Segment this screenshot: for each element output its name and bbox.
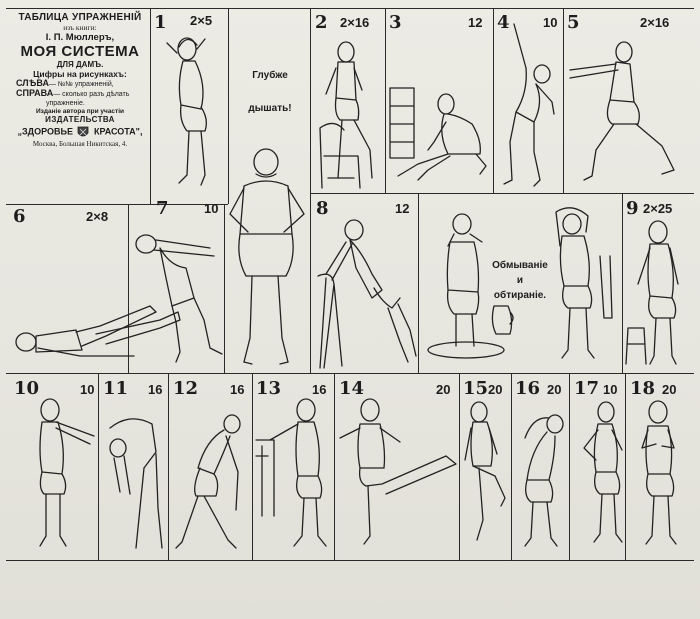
exercise-12-figure	[170, 412, 252, 552]
exercise-9-figure	[624, 218, 694, 368]
towel-figure	[540, 206, 620, 366]
wash-line-1: Обмываніе	[492, 260, 548, 271]
breathe-line-1: Глубже	[252, 70, 288, 81]
exercise-11-number: 11	[103, 378, 129, 399]
wash-line-3: и обтираніе.	[493, 275, 547, 301]
exercise-13-reps: 16	[312, 382, 327, 397]
breathe-line-2: дышать!	[248, 103, 292, 114]
exercise-10-figure	[18, 396, 98, 556]
title-heading: ТАБЛИЦА УПРАЖНЕНІЙ	[18, 12, 142, 23]
exercise-16-number: 16	[515, 378, 541, 399]
exercise-6-number: 6	[13, 206, 26, 227]
exercise-5-figure	[566, 40, 691, 188]
legend-right-text: — сколько разъ дѣлать	[53, 91, 130, 98]
divider-3-4	[493, 8, 494, 193]
legend-right-text2: упражненіе.	[46, 100, 85, 107]
exercise-11-figure	[100, 408, 166, 556]
exercise-7-figure	[130, 222, 225, 367]
exercise-17-figure	[572, 400, 626, 550]
exercise-4-number: 4	[497, 12, 510, 33]
exercise-5-reps: 2×16	[640, 15, 670, 30]
divider-16-17	[569, 373, 570, 560]
divider-15-16	[511, 373, 512, 560]
exercise-2-reps: 2×16	[340, 15, 370, 30]
title-from-book: изъ книги:	[63, 23, 97, 32]
washing-figure	[424, 206, 516, 364]
exercise-3-reps: 12	[468, 15, 483, 30]
exercise-2-number: 2	[315, 12, 328, 33]
exercise-16-figure	[513, 410, 569, 550]
exercise-18-number: 18	[630, 378, 656, 399]
exercise-8-figure	[312, 218, 417, 368]
exercise-1-reps: 2×5	[190, 13, 213, 28]
exercise-5-number: 5	[567, 12, 580, 33]
exercise-9-number: 9	[626, 198, 639, 219]
title-city: Москва, Большая Никитская, 4.	[32, 140, 128, 148]
divider-12-13	[252, 373, 253, 560]
exercise-4-figure	[500, 22, 562, 192]
exercise-10-reps: 10	[80, 382, 95, 397]
title-figures-note: Цифры на рисункахъ:	[33, 69, 127, 79]
exercise-7-number: 7	[156, 198, 169, 219]
exercise-1-figure	[165, 35, 225, 195]
divider-10-11	[98, 373, 99, 560]
legend-left-label: СЛѢВА	[16, 78, 49, 88]
exercise-13-figure	[254, 396, 334, 556]
row1-bottom-left	[6, 204, 228, 205]
top-border	[6, 8, 694, 9]
exercise-3-figure	[388, 84, 493, 189]
crest-icon	[75, 124, 91, 140]
exercise-12-number: 12	[173, 378, 199, 399]
row1-bottom-right	[310, 193, 694, 194]
row2-bottom	[6, 373, 694, 374]
divider-wash-9	[622, 193, 623, 373]
exercise-17-reps: 10	[603, 382, 618, 397]
magazine-right: КРАСОТА",	[93, 126, 143, 137]
divider-13-14	[334, 373, 335, 560]
exercise-4-reps: 10	[543, 15, 558, 30]
exercise-6-reps: 2×8	[86, 209, 109, 224]
exercise-18-reps: 20	[662, 382, 677, 397]
exercise-17-number: 17	[574, 378, 600, 399]
divider-2-3	[385, 8, 386, 193]
divider-4-5	[563, 8, 564, 193]
exercise-15-figure	[461, 400, 511, 550]
exercise-14-reps: 20	[436, 382, 451, 397]
exercise-9-reps: 2×25	[643, 201, 673, 216]
exercise-10-number: 10	[14, 378, 40, 399]
exercise-18-figure	[628, 398, 694, 550]
exercise-15-number: 15	[463, 378, 489, 399]
exercise-12-reps: 16	[230, 382, 245, 397]
title-book: МОЯ СИСТЕМА	[20, 43, 140, 60]
exercise-8-number: 8	[316, 198, 329, 219]
divider-11-12	[168, 373, 169, 560]
divider-8-wash	[418, 193, 419, 373]
title-author: І. П. Мюллеръ,	[45, 32, 115, 43]
bottom-border	[6, 560, 694, 561]
exercise-14-figure	[336, 398, 458, 548]
divider-14-15	[459, 373, 460, 560]
exercise-14-number: 14	[339, 378, 365, 399]
magazine-left: „ЗДОРОВЬЕ	[17, 126, 73, 137]
breathing-figure	[226, 148, 312, 373]
title-magazine	[10, 124, 150, 140]
exercise-15-reps: 20	[488, 382, 503, 397]
exercise-16-reps: 20	[547, 382, 562, 397]
exercise-13-number: 13	[256, 378, 282, 399]
title-box-right	[150, 8, 151, 204]
title-publisher: ИЗДАТЕЛЬСТВА	[45, 115, 115, 124]
title-subtitle: ДЛЯ ДАМЪ.	[56, 60, 104, 69]
title-legend	[10, 79, 150, 108]
title-block	[10, 12, 150, 202]
exercise-7-reps: 10	[204, 201, 219, 216]
exercise-3-number: 3	[389, 12, 402, 33]
legend-left-text: — №№ упражненій,	[48, 81, 114, 88]
exercise-1-number: 1	[154, 12, 167, 33]
breathe-caption	[238, 68, 302, 116]
exercise-2-figure	[314, 38, 384, 193]
legend-right-label: СПРАВА	[16, 88, 54, 98]
exercise-11-reps: 16	[148, 382, 163, 397]
exercise-8-reps: 12	[395, 201, 410, 216]
title-edition: Изданіе автора при участіи	[35, 108, 125, 115]
